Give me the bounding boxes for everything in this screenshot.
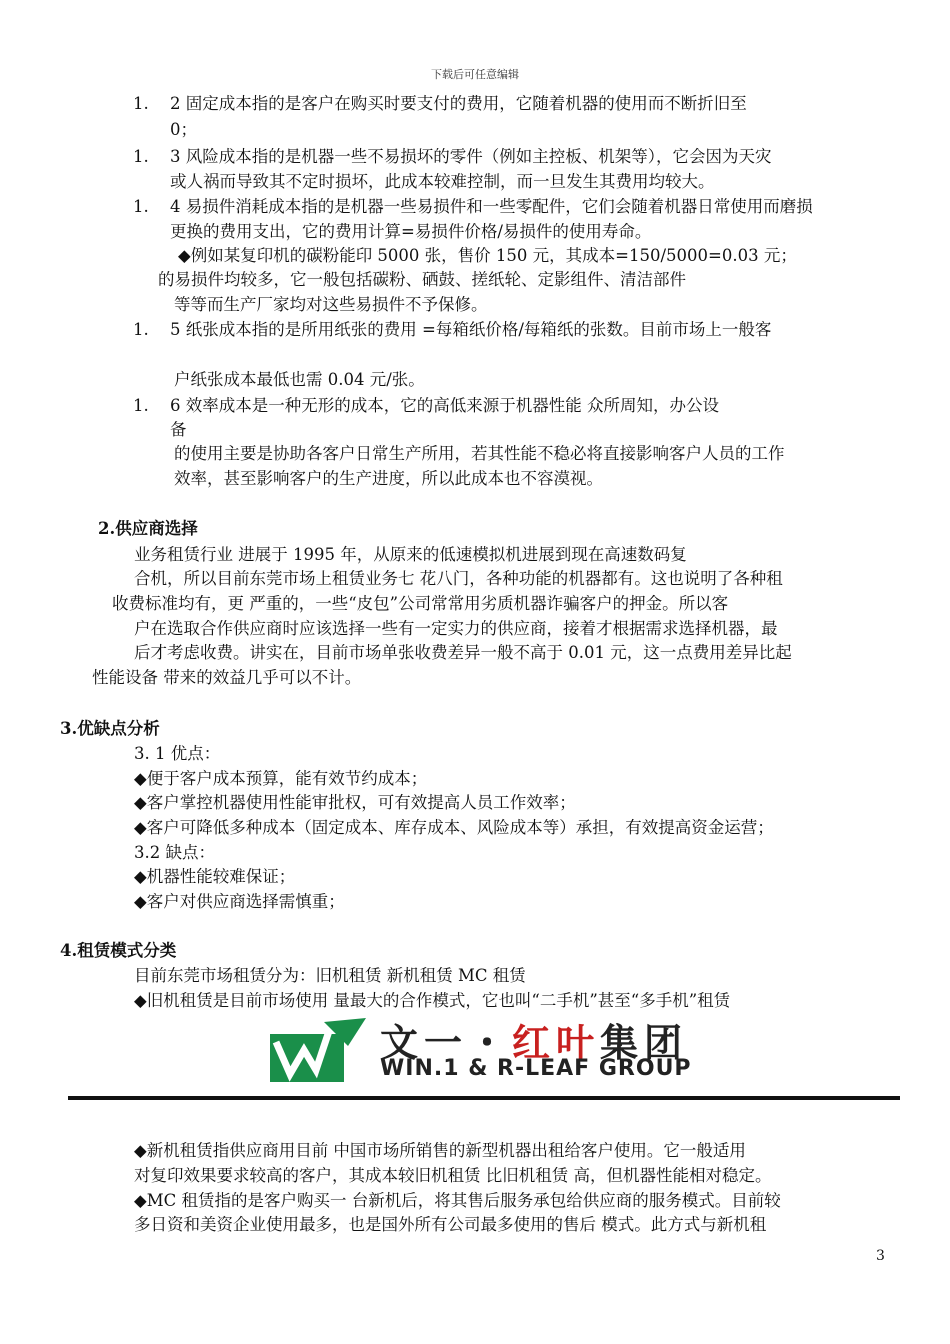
body-text: 户在选取合作供应商时应该选择一些有一定实力的供应商，接着才根据需求选择机器，最 xyxy=(134,619,778,638)
list-item-text: 或人祸而导致其不定时损坏，此成本较难控制，而一旦发生其费用均较大。 xyxy=(170,172,715,191)
body-text: 目前东莞市场租赁分为：旧机租赁 新机租赁 MC 租赁 xyxy=(134,966,526,985)
body-text: ◆旧机租赁是目前市场使用 量最大的合作模式，它也叫“二手机”甚至“多手机”租赁 xyxy=(134,991,731,1010)
body-text: 合机，所以目前东莞市场上租赁业务七 花八门，各种功能的机器都有。这也说明了各种租 xyxy=(134,569,783,588)
body-text: ◆MC 租赁指的是客户购买一 台新机后，将其售后服务承包给供应商的服务模式。目前较 xyxy=(134,1191,781,1210)
body-text: ◆新机租赁指供应商用目前 中国市场所销售的新型机器出租给客户使用。它一般适用 xyxy=(134,1141,746,1160)
list-item: ◆客户掌控机器使用性能审批权，可有效提高人员工作效率； xyxy=(134,793,576,812)
body-text: 业务租赁行业 进展于 1995 年，从原来的低速模拟机进展到现在高速数码复 xyxy=(134,545,687,564)
logo-mark-icon xyxy=(268,1018,368,1084)
header-rule xyxy=(68,1096,900,1100)
body-text: 等等而生产厂家均对这些易损件不予保修。 xyxy=(174,295,488,314)
list-item: ◆客户对供应商选择需慎重； xyxy=(134,892,345,911)
list-number: 1. xyxy=(133,396,149,415)
page-number: 3 xyxy=(876,1248,885,1264)
list-item-text: 0； xyxy=(170,120,197,139)
list-number: 1. xyxy=(133,147,149,166)
list-item-text: 备 xyxy=(170,420,187,439)
logo-english-name: WIN.1 & R-LEAF GROUP xyxy=(380,1056,692,1081)
sub-title: 3.2 缺点： xyxy=(134,843,215,862)
company-logo xyxy=(262,1012,702,1084)
list-item-text: 4 易损件消耗成本指的是机器一些易损件和一些零配件，它们会随着机器日常使用而磨损 xyxy=(170,197,813,216)
section-title: 3.优缺点分析 xyxy=(60,719,160,738)
section-title: 2.供应商选择 xyxy=(98,519,198,538)
page-header: 下载后可任意编辑 xyxy=(431,68,519,81)
list-item-text: 户纸张成本最低也需 0.04 元/张。 xyxy=(174,370,425,389)
list-item-text: 5 纸张成本指的是所用纸张的费用 =每箱纸价格/每箱纸的张数。目前市场上一般客 xyxy=(170,320,772,339)
list-item-text: 3 风险成本指的是机器一些不易损坏的零件（例如主控板、机架等），它会因为天灾 xyxy=(170,147,772,166)
body-text: 多日资和美资企业使用最多，也是国外所有公司最多使用的售后 模式。此方式与新机租 xyxy=(134,1215,767,1234)
body-text: 收费标准均有，更 严重的，一些“皮包”公司常常用劣质机器诈骗客户的押金。所以客 xyxy=(112,594,729,613)
body-text: 的使用主要是协助各客户日常生产所用，若其性能不稳必将直接影响客户人员的工作 xyxy=(174,444,785,463)
logo-text-red: 红叶 xyxy=(512,1021,601,1065)
logo-text-part: 文一・ xyxy=(380,1021,513,1065)
body-text: 的易损件均较多，它一般包括碳粉、硒鼓、搓纸轮、定影组件、清洁部件 xyxy=(158,270,686,289)
section-title: 4.租赁模式分类 xyxy=(60,941,177,960)
list-item-text: 6 效率成本是一种无形的成本，它的高低来源于机器性能 众所周知，办公设 xyxy=(170,396,719,415)
body-text: 对复印效果要求较高的客户，其成本较旧机租赁 比旧机租赁 高，但机器性能相对稳定。 xyxy=(134,1166,772,1185)
example-text: ◆例如某复印机的碳粉能印 5000 张，售价 150 元，其成本=150/5000=0.03 元； xyxy=(178,246,797,265)
body-text: 性能设备 带来的效益几乎可以不计。 xyxy=(92,668,362,687)
list-item-text: 更换的费用支出，它的费用计算=易损件价格/易损件的使用寿命。 xyxy=(170,222,652,241)
list-item: ◆客户可降低多种成本（固定成本、库存成本、风险成本等）承担，有效提高资金运营； xyxy=(134,818,774,837)
list-number: 1. xyxy=(133,197,149,216)
logo-text-part: 集团 xyxy=(600,1021,689,1065)
sub-title: 3. 1 优点： xyxy=(134,744,221,763)
body-text: 后才考虑收费。讲实在，目前市场单张收费差异一般不高于 0.01 元，这一点费用差异比起 xyxy=(134,643,792,662)
body-text: 效率，甚至影响客户的生产进度，所以此成本也不容漠视。 xyxy=(174,469,603,488)
list-number: 1. xyxy=(133,320,149,339)
list-item: ◆机器性能较难保证； xyxy=(134,867,296,886)
list-item-text: 2 固定成本指的是客户在购买时要支付的费用，它随着机器的使用而不断折旧至 xyxy=(170,94,747,113)
list-item: ◆便于客户成本预算，能有效节约成本； xyxy=(134,769,428,788)
list-number: 1. xyxy=(133,94,149,113)
